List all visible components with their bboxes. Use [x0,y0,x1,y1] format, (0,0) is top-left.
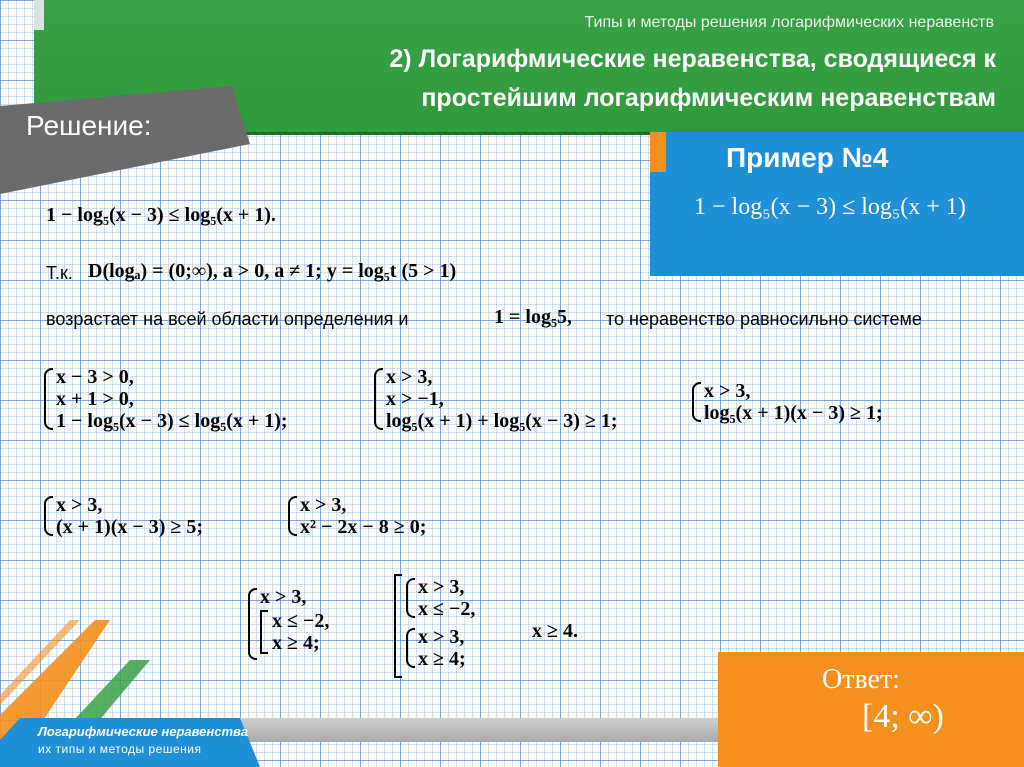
footer-title: Логарифмические неравенства [38,724,248,739]
system-6-bracket [260,610,329,654]
system-2 [374,366,618,432]
system-4 [44,494,203,538]
system-7-a [406,576,516,620]
result-expression: x ≥ 4. [532,620,578,642]
system-4-row: (x + 1)(x − 3) ≥ 5; [56,516,204,538]
system-6-inner-row: x ≥ 4; [272,632,320,654]
system-7-b-row: x > 3, [418,626,465,648]
solution-line-3-text-b: то неравенство равносильно системе [606,309,922,329]
solution-line-1: 1 − log₅(x − 3) ≤ log₅(x + 1). [46,204,276,226]
answer-value: [4; ∞) [862,698,944,735]
header-stripe [34,0,44,30]
solution-label: Решение: [26,110,152,141]
slide-subtitle: Типы и методы решения логарифмических неравенств [584,14,994,31]
solution-line-2-math: D(logₐ) = (0;∞), a > 0, a ≠ 1; y = log₅t (5 > 1) [88,260,457,282]
system-2-row: log₅(x + 1) + log₅(x − 3) ≥ 1; [386,410,618,432]
answer-label: Ответ: [822,664,900,695]
system-3-row: x > 3, [704,380,751,402]
system-5-row: x > 3, [300,494,347,516]
solution-line-3-math: 1 = log₅5, [494,306,572,328]
system-1-row: 1 − log₅(x − 3) ≤ log₅(x + 1); [56,410,288,432]
system-3-row: log₅(x + 1)(x − 3) ≥ 1; [704,402,883,424]
system-6 [248,586,329,662]
system-1-row: x + 1 > 0, [56,388,134,410]
system-1-row: x − 3 > 0, [56,366,134,388]
system-7-a-row: x ≤ −2, [418,598,476,620]
example-expression: 1 − log₅(x − 3) ≤ log₅(x + 1) [694,194,966,220]
slide-title: 2) Логарифмические неравенства, сводящиеся к простейшим логарифмическим неравенствам [389,45,996,112]
system-5-row: x² − 2x − 8 ≥ 0; [300,516,427,538]
system-6-inner-row: x ≤ −2, [272,610,330,632]
solution-line-2-prefix: Т.к. [46,263,73,283]
system-5 [288,494,426,538]
system-2-row: x > 3, [386,366,433,388]
example-accent [650,132,666,172]
system-2-row: x > −1, [386,388,444,410]
system-7-a-row: x > 3, [418,576,465,598]
system-7-b [406,626,516,670]
system-3 [692,380,883,424]
system-7-bracket [394,574,516,678]
example-title: Пример №4 [726,142,889,173]
solution-line-3-text-a: возрастает на всей области определения и [46,309,409,329]
system-4-row: x > 3, [56,494,103,516]
system-6-row: x > 3, [260,586,307,608]
footer-subtitle: их типы и методы решения [38,742,202,756]
system-7-b-row: x ≥ 4; [418,648,466,670]
system-1 [44,366,288,432]
